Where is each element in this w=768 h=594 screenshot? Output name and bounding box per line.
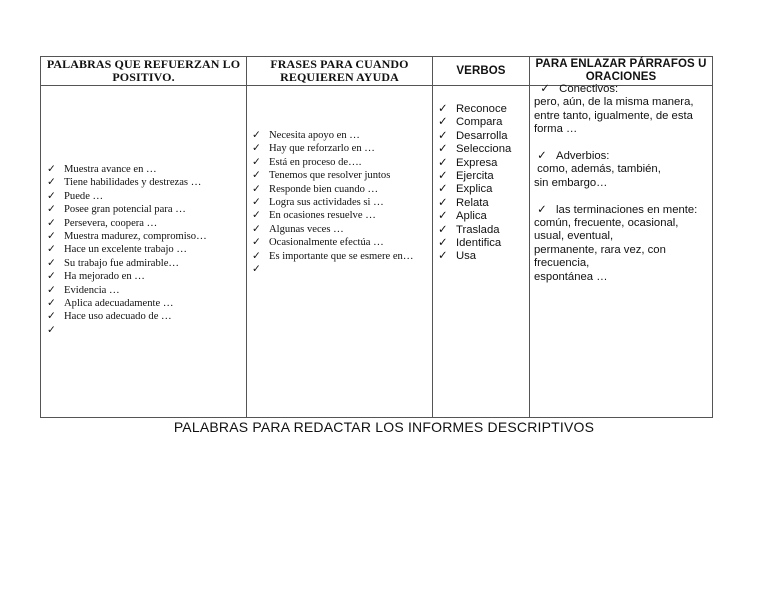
list-item-text: Algunas veces … <box>269 223 344 235</box>
check-icon: ✓ <box>438 223 448 236</box>
column-positive <box>41 57 246 417</box>
section-line: común, frecuente, ocasional, <box>534 217 679 230</box>
check-icon: ✓ <box>47 271 56 283</box>
list-item-text: Logra sus actividades si … <box>269 197 384 209</box>
list-item-text: Ocasionalmente efectúa … <box>269 237 384 249</box>
column-header-positive: PALABRAS QUE REFUERZAN LO POSITIVO. <box>46 57 241 84</box>
list-item <box>438 130 511 143</box>
list-item <box>252 142 419 155</box>
check-icon: ✓ <box>438 170 448 183</box>
list-item <box>438 250 511 263</box>
check-icon: ✓ <box>47 257 56 269</box>
list-item-text: Hay que reforzarlo en … <box>269 143 375 155</box>
list-item <box>252 196 419 209</box>
check-icon: ✓ <box>252 130 261 141</box>
section-heading-conectivos: ✓ Conectivos: <box>540 83 619 95</box>
list-item <box>438 170 511 183</box>
check-icon: ✓ <box>252 264 261 276</box>
list-item <box>47 190 207 203</box>
check-icon: ✓ <box>438 210 448 223</box>
list-item-text: Muestra madurez, compromiso… <box>64 231 207 243</box>
list-item <box>438 157 511 170</box>
list-item-text: Expresa <box>456 156 498 169</box>
section-line: permanente, rara vez, con <box>534 243 666 256</box>
list-item <box>438 143 511 156</box>
list-item-text: En ocasiones resuelve … <box>269 210 376 222</box>
check-icon: ✓ <box>438 116 448 129</box>
list-item-text: Necesita apoyo en … <box>269 130 360 141</box>
check-icon: ✓ <box>252 183 261 195</box>
list-item-text: Usa <box>456 250 477 263</box>
list-item <box>47 297 207 310</box>
words-table <box>40 56 713 418</box>
list-item-text: Tenemos que resolver juntos <box>269 170 391 182</box>
list-item-text: Aplica <box>456 210 487 223</box>
list-item <box>47 257 207 270</box>
check-icon: ✓ <box>252 197 261 209</box>
section-line: como, además, también, <box>534 163 661 176</box>
list-item <box>47 217 207 230</box>
list-item-text: Selecciona <box>456 143 512 156</box>
positive-list <box>47 163 207 337</box>
list-item-text: Compara <box>456 116 503 129</box>
list-item <box>438 210 511 223</box>
check-icon: ✓ <box>540 83 550 95</box>
column-header-help: FRASES PARA CUANDO REQUIEREN AYUDA <box>270 57 409 84</box>
list-item-text: Muestra avance en … <box>64 164 157 175</box>
list-item-text: Está en proceso de…. <box>269 156 362 168</box>
list-item-text: Desarrolla <box>456 129 508 142</box>
list-item-text: Ejercita <box>456 170 494 183</box>
list-item <box>47 270 207 283</box>
column-verbs <box>432 57 529 417</box>
endings-section <box>534 204 710 284</box>
list-item-text: Reconoce <box>456 103 507 115</box>
check-icon: ✓ <box>47 231 56 243</box>
list-item-text: Relata <box>456 196 489 209</box>
list-item <box>252 263 419 276</box>
list-item-text: Hace uso adecuado de … <box>64 311 172 323</box>
check-icon: ✓ <box>438 183 448 196</box>
section-heading-terminaciones: ✓ las terminaciones en mente: <box>537 203 698 216</box>
check-icon: ✓ <box>47 164 56 175</box>
check-icon: ✓ <box>47 204 56 216</box>
list-item-text: Ha mejorado en … <box>64 271 145 283</box>
check-icon: ✓ <box>47 324 56 336</box>
list-item <box>47 163 207 176</box>
verbs-list <box>438 103 511 264</box>
list-item-text: Responde bien cuando … <box>269 183 379 195</box>
list-item-text: Persevera, coopera … <box>64 217 158 229</box>
list-item <box>47 176 207 189</box>
check-icon: ✓ <box>438 129 448 142</box>
check-icon: ✓ <box>252 237 261 249</box>
list-item-text: Explica <box>456 183 493 196</box>
list-item-text: Aplica adecuadamente … <box>64 298 174 310</box>
list-item <box>438 197 511 210</box>
column-connectors <box>529 57 712 417</box>
list-item <box>438 224 511 237</box>
section-line: frecuencia, <box>534 257 590 270</box>
check-icon: ✓ <box>438 103 448 115</box>
list-item <box>252 129 419 142</box>
list-item-text: Tiene habilidades y destrezas … <box>64 177 202 189</box>
page-title: PALABRAS PARA REDACTAR LOS INFORMES DESCRIPTIVOS <box>173 419 595 435</box>
adverbs-section <box>534 150 710 190</box>
list-item-text: Hace un excelente trabajo … <box>64 244 187 256</box>
list-item <box>252 223 419 236</box>
check-icon: ✓ <box>47 311 56 323</box>
list-item-text: Traslada <box>456 223 500 236</box>
connectors-content <box>534 83 710 284</box>
section-line: usual, eventual, <box>534 230 614 243</box>
check-icon: ✓ <box>252 210 261 222</box>
check-icon: ✓ <box>252 170 261 182</box>
section-heading-adverbios: ✓ Adverbios: <box>537 150 610 163</box>
check-icon: ✓ <box>47 244 56 256</box>
list-item <box>438 103 511 116</box>
list-item <box>252 209 419 222</box>
list-item <box>438 237 511 250</box>
list-item-text: Su trabajo fue admirable… <box>64 257 180 269</box>
check-icon: ✓ <box>438 250 448 263</box>
section-line: forma … <box>534 123 578 136</box>
help-list <box>252 129 419 276</box>
list-item <box>252 250 419 263</box>
check-icon: ✓ <box>47 284 56 296</box>
list-item-text: Posee gran potencial para … <box>64 204 186 216</box>
list-item <box>252 169 419 182</box>
check-icon: ✓ <box>438 196 448 209</box>
check-icon: ✓ <box>47 298 56 310</box>
check-icon: ✓ <box>47 177 56 189</box>
list-item-text: Identifica <box>456 237 502 250</box>
list-item-text: Evidencia … <box>64 284 120 296</box>
list-item <box>47 284 207 297</box>
section-line: pero, aún, de la misma manera, <box>534 96 694 109</box>
list-item <box>252 156 419 169</box>
check-icon: ✓ <box>252 250 261 262</box>
list-item <box>438 183 511 196</box>
list-item-text: Es importante que se esmere en… <box>269 250 414 262</box>
check-icon: ✓ <box>537 150 547 163</box>
check-icon: ✓ <box>252 223 261 235</box>
list-item-text: Puede … <box>64 190 104 202</box>
list-item <box>47 310 207 323</box>
connectors-section <box>534 83 710 137</box>
list-item <box>47 324 207 337</box>
column-help <box>246 57 432 417</box>
check-icon: ✓ <box>252 156 261 168</box>
list-item <box>438 116 511 129</box>
list-item <box>252 236 419 249</box>
list-item <box>47 203 207 216</box>
column-header-connectors: PARA ENLAZAR PÁRRAFOS U ORACIONES <box>535 58 707 83</box>
list-item <box>47 243 207 256</box>
section-line: espontánea … <box>534 270 608 283</box>
list-item <box>252 183 419 196</box>
check-icon: ✓ <box>537 203 547 216</box>
check-icon: ✓ <box>47 190 56 202</box>
list-item <box>47 230 207 243</box>
section-line: sin embargo… <box>534 176 608 189</box>
check-icon: ✓ <box>47 217 56 229</box>
check-icon: ✓ <box>438 156 448 169</box>
column-header-verbs: VERBOS <box>456 64 506 77</box>
section-line: entre tanto, igualmente, de esta <box>534 109 693 122</box>
check-icon: ✓ <box>252 143 261 155</box>
check-icon: ✓ <box>438 143 448 156</box>
check-icon: ✓ <box>438 237 448 250</box>
